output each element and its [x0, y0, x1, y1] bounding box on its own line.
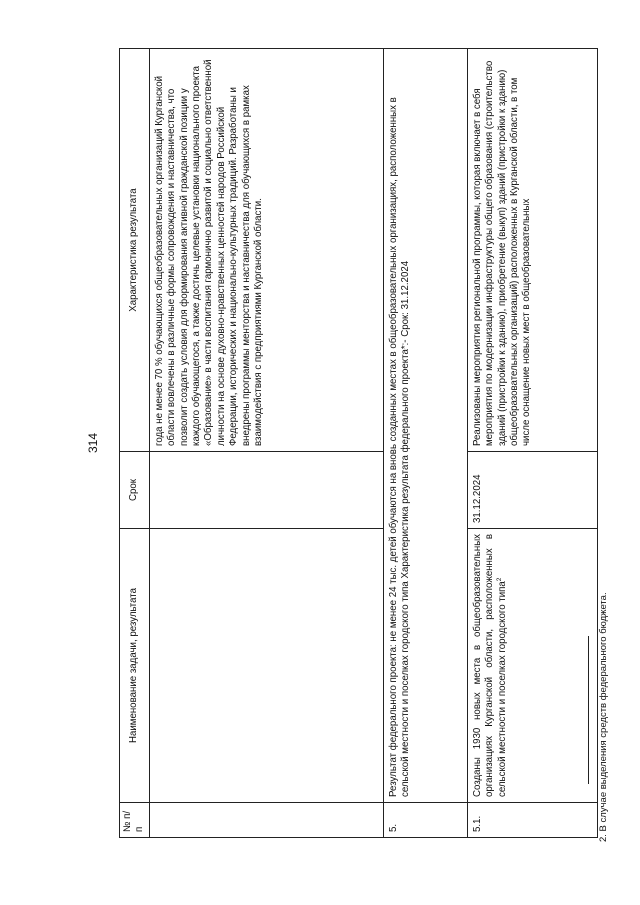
row-num: 5.1.	[467, 803, 597, 838]
header-description: Характеристика результата	[120, 49, 150, 452]
row-num	[149, 803, 383, 838]
section-text: Результат федерального проекта: не менее 24 тыс. детей обучаются на вновь созданных местах в общеобразовательных организациях, расположенных в сельской местности и поселках городского типа Характеристика результата федерального проекта*:- Срок: 31.12.2024	[383, 49, 467, 803]
table-row	[149, 49, 383, 838]
table-header-row	[120, 49, 150, 838]
footnote-divider	[588, 636, 589, 784]
section-num: 5.	[383, 803, 467, 838]
footnote-ref: 2	[495, 577, 503, 582]
header-num: № п/п	[120, 803, 150, 838]
row-description: Реализованы мероприятия региональной программы, которая включает в себя мероприятия по модернизации инфраструктуры общего образования (строительство зданий (пристройки к зданию), приобретение (выкуп) зданий (пристройки к зданию) общеобразовательных организаций) расположенных в Курганской области, в том числе оснащение новых мест в общеобразовательных	[467, 49, 597, 452]
row-deadline	[149, 452, 383, 529]
section-row	[383, 49, 467, 838]
results-table	[119, 48, 598, 838]
header-task: Наименование задачи, результата	[120, 529, 150, 803]
table-row	[467, 49, 597, 838]
row-task	[149, 529, 383, 803]
header-deadline: Срок	[120, 452, 150, 529]
row-task	[467, 529, 597, 803]
row-task-text: Созданы 1930 новых места в общеобразовательных организациях Курганской области, расположенных в сельской местности и поселках городского типа	[471, 534, 508, 797]
row-deadline: 31.12.2024	[467, 452, 597, 529]
page-number: 314	[86, 432, 100, 454]
footnote: 2. В случае выделения средств федерального бюджета.	[598, 592, 609, 842]
row-description: года не менее 70 % обучающихся общеобразовательных организаций Курганской области вовлечены в различные формы сопровождения и наставничества, что позволит создать условия для формирования активной гражданской позиции у каждого обучающегося, а также достичь целевые установки национального проекта «Образование» в части воспитания гармонично развитой и социально ответственной личности на основе духовно-нравственных ценностей народов Российской Федерации, исторических и национально-культурных традиций. Разработаны и внедрены программы менторства и наставничества для обучающихся в рамках взаимодействия с предприятиями Курганской области.	[149, 49, 383, 452]
rotated-table-page	[119, 48, 629, 838]
